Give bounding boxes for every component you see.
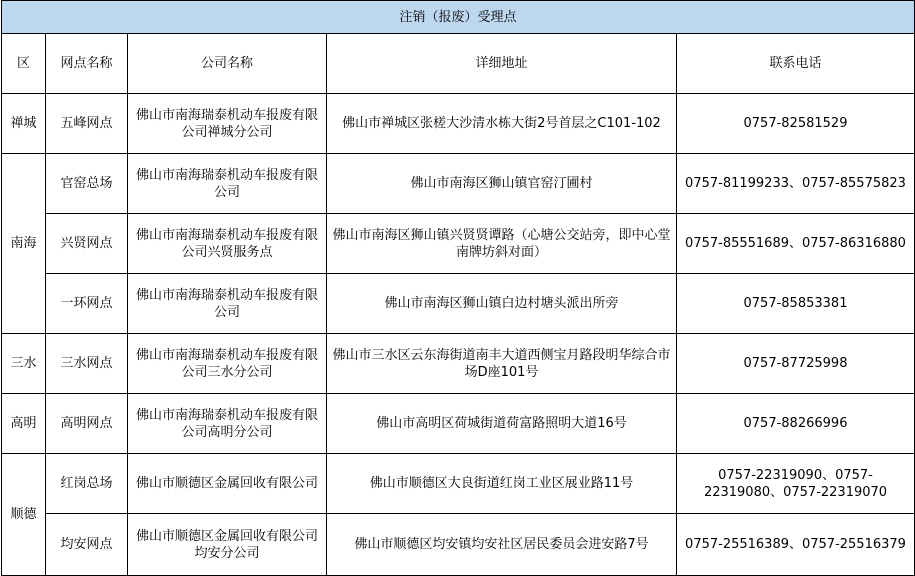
company-cell: 佛山市顺德区金属回收有限公司 [128,454,327,514]
header-row [2,34,915,94]
phone-cell: 0757-22319090、0757-22319080、0757-22319070 [677,454,915,514]
company-cell: 佛山市南海瑞泰机动车报废有限公司禅城分公司 [128,94,327,154]
district-cell: 南海 [2,154,46,334]
company-cell: 佛山市南海瑞泰机动车报废有限公司 [128,274,327,334]
district-cell: 三水 [2,334,46,394]
outlet-cell: 均安网点 [46,514,128,576]
outlet-cell: 官窑总场 [46,154,128,214]
address-cell: 佛山市南海区狮山镇官窑汀圃村 [327,154,677,214]
phone-cell: 0757-82581529 [677,94,915,154]
outlet-cell: 三水网点 [46,334,128,394]
phone-cell: 0757-85551689、0757-86316880 [677,214,915,274]
company-cell: 佛山市顺德区金属回收有限公司均安分公司 [128,514,327,576]
outlet-cell: 兴贤网点 [46,214,128,274]
header-company: 公司名称 [128,34,327,94]
header-outlet: 网点名称 [46,34,128,94]
table-row [2,214,915,274]
outlet-cell: 五峰网点 [46,94,128,154]
company-cell: 佛山市南海瑞泰机动车报废有限公司高明分公司 [128,394,327,454]
phone-cell: 0757-25516389、0757-25516379 [677,514,915,576]
table-row [2,94,915,154]
address-cell: 佛山市三水区云东海街道南丰大道西侧宝月路段明华综合市场D座101号 [327,334,677,394]
outlet-cell: 一环网点 [46,274,128,334]
company-cell: 佛山市南海瑞泰机动车报废有限公司兴贤服务点 [128,214,327,274]
header-district: 区 [2,34,46,94]
table-row [2,514,915,576]
address-cell: 佛山市禅城区张槎大沙清水栋大街2号首层之C101-102 [327,94,677,154]
phone-cell: 0757-85853381 [677,274,915,334]
table-row [2,454,915,514]
address-cell: 佛山市高明区荷城街道荷富路照明大道16号 [327,394,677,454]
district-cell: 顺德 [2,454,46,576]
recycling-points-table [1,0,915,576]
address-cell: 佛山市顺德区大良街道红岗工业区展业路11号 [327,454,677,514]
table-row [2,274,915,334]
outlet-cell: 高明网点 [46,394,128,454]
address-cell: 佛山市南海区狮山镇白边村塘头派出所旁 [327,274,677,334]
phone-cell: 0757-87725998 [677,334,915,394]
table-row [2,394,915,454]
table-row [2,334,915,394]
header-address: 详细地址 [327,34,677,94]
title-row [2,1,915,34]
company-cell: 佛山市南海瑞泰机动车报废有限公司三水分公司 [128,334,327,394]
outlet-cell: 红岗总场 [46,454,128,514]
company-cell: 佛山市南海瑞泰机动车报废有限公司 [128,154,327,214]
district-cell: 禅城 [2,94,46,154]
address-cell: 佛山市顺德区均安镇均安社区居民委员会进安路7号 [327,514,677,576]
table-title: 注销（报废）受理点 [2,1,915,34]
phone-cell: 0757-81199233、0757-85575823 [677,154,915,214]
header-phone: 联系电话 [677,34,915,94]
phone-cell: 0757-88266996 [677,394,915,454]
table-row [2,154,915,214]
address-cell: 佛山市南海区狮山镇兴贤贤谭路（心塘公交站旁，即中心堂南牌坊斜对面） [327,214,677,274]
district-cell: 高明 [2,394,46,454]
